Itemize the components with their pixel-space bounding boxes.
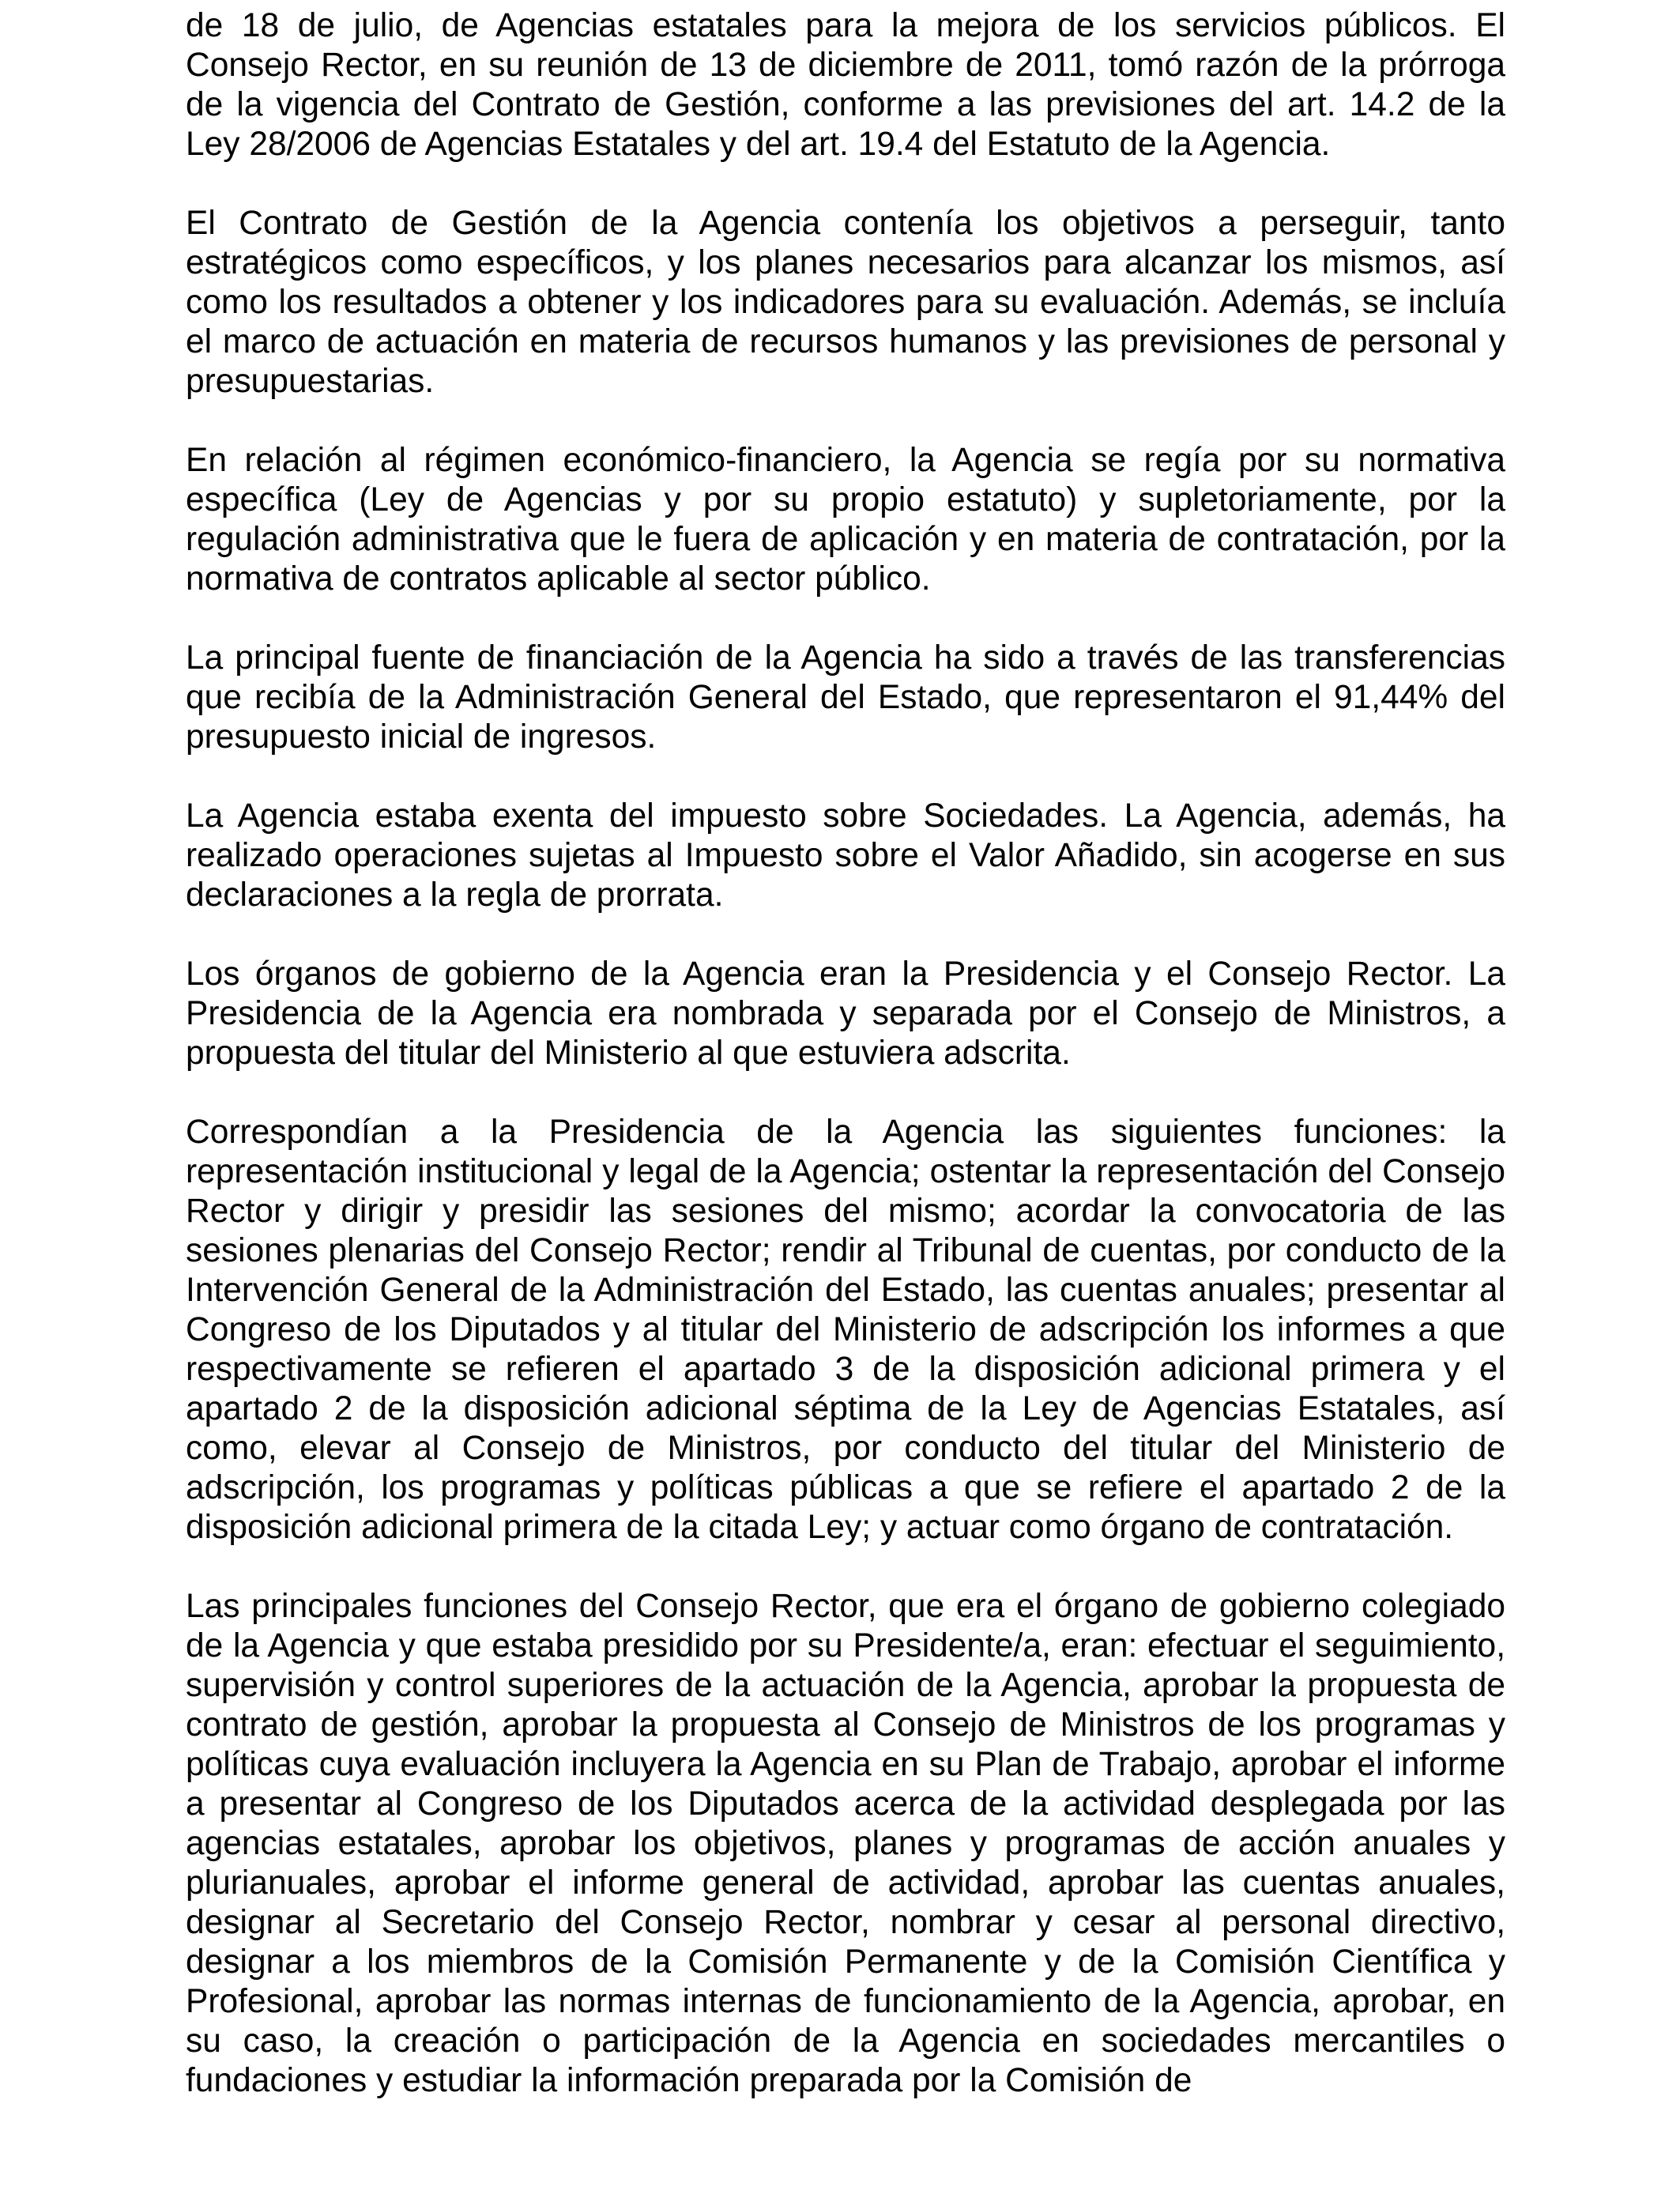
document-body	[186, 6, 1505, 2101]
paragraph-governing-bodies: Los órganos de gobierno de la Agencia eran la Presidencia y el Consejo Rector. La Presidencia de la Agencia era nombrada y separada por el Consejo de Ministros, a propuesta del titular del Ministerio al que estuviera adscrita.	[186, 956, 1505, 1072]
paragraph-financing-source: La principal fuente de financiación de la Agencia ha sido a través de las transferencias que recibía de la Administración General del Estado, que representaron el 91,44% del presupuesto inicial de ingresos.	[186, 639, 1505, 756]
paragraph-council-functions: Las principales funciones del Consejo Rector, que era el órgano de gobierno colegiado de la Agencia y que estaba presidido por su Presidente/a, eran: efectuar el seguimiento, supervisión y control superiores de la actuación de la Agencia, aprobar la propuesta de contrato de gestión, aprobar la propuesta al Consejo de Ministros de los programas y políticas cuya evaluación incluyera la Agencia en su Plan de Trabajo, aprobar el informe a presentar al Congreso de los Diputados acerca de la actividad desplegada por las agencias estatales, aprobar los objetivos, planes y programas de acción anuales y plurianuales, aprobar el informe general de actividad, aprobar las cuentas anuales, designar al Secretario del Consejo Rector, nombrar y cesar al personal directivo, designar a los miembros de la Comisión Permanente y de la Comisión Científica y Profesional, aprobar las normas internas de funcionamiento de la Agencia, aprobar, en su caso, la creación o participación de la Agencia en sociedades mercantiles o fundaciones y estudiar la información preparada por la Comisión de	[186, 1588, 1505, 2099]
paragraph-economic-regime: En relación al régimen económico-financiero, la Agencia se regía por su normativa específica (Ley de Agencias y por su propio estatuto) y supletoriamente, por la regulación administrativa que le fuera de aplicación y en materia de contratación, por la normativa de contratos aplicable al sector público.	[186, 442, 1505, 598]
paragraph-tax-status: La Agencia estaba exenta del impuesto sobre Sociedades. La Agencia, además, ha realizado operaciones sujetas al Impuesto sobre el Valor Añadido, sin acogerse en sus declaraciones a la regla de prorrata.	[186, 797, 1505, 914]
paragraph-management-contract: El Contrato de Gestión de la Agencia contenía los objetivos a perseguir, tanto estratégicos como específicos, y los planes necesarios para alcanzar los mismos, así como los resultados a obtener y los indicadores para su evaluación. Además, se incluía el marco de actuación en materia de recursos humanos y las previsiones de personal y presupuestarias.	[186, 205, 1505, 400]
paragraph-agency-contract-extension: de 18 de julio, de Agencias estatales para la mejora de los servicios públicos. El Consejo Rector, en su reunión de 13 de diciembre de 2011, tomó razón de la prórroga de la vigencia del Contrato de Gestión, conforme a las previsiones del art. 14.2 de la Ley 28/2006 de Agencias Estatales y del art. 19.4 del Estatuto de la Agencia.	[186, 7, 1505, 163]
paragraph-presidency-functions: Correspondían a la Presidencia de la Agencia las siguientes funciones: la representación institucional y legal de la Agencia; ostentar la representación del Consejo Rector y dirigir y presidir las sesiones del mismo; acordar la convocatoria de las sesiones plenarias del Consejo Rector; rendir al Tribunal de cuentas, por conducto de la Intervención General de la Administración del Estado, las cuentas anuales; presentar al Congreso de los Diputados y al titular del Ministerio de adscripción los informes a que respectivamente se refieren el apartado 3 de la disposición adicional primera y el apartado 2 de la disposición adicional séptima de la Ley de Agencias Estatales, así como, elevar al Consejo de Ministros, por conducto del titular del Ministerio de adscripción, los programas y políticas públicas a que se refiere el apartado 2 de la disposición adicional primera de la citada Ley; y actuar como órgano de contratación.	[186, 1114, 1505, 1546]
